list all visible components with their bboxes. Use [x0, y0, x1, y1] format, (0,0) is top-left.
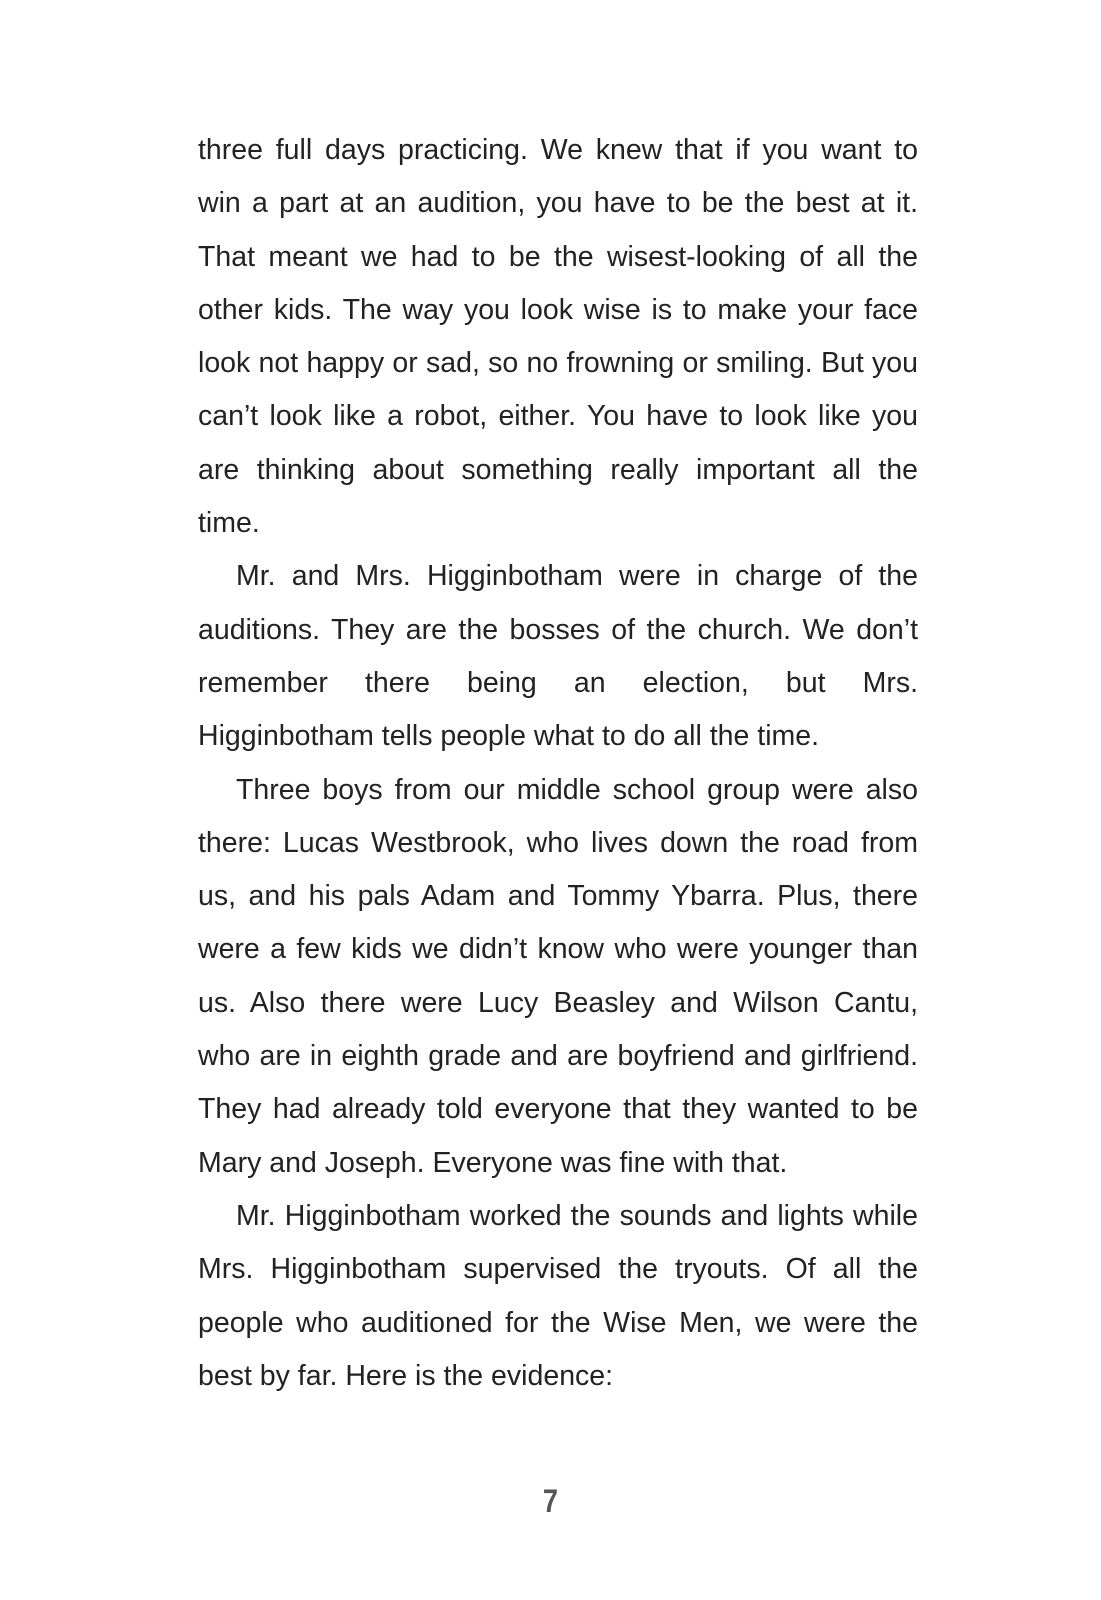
- paragraph-3: Three boys from our middle school group were also there: Lucas Westbrook, who lives down the road from us, and his pals Adam and Tommy Ybarra. Plus, there were a few kids we didn’t know who were younger than us. Also there were Lucy Beasley and Wilson Cantu, who are in eighth grade and are boyfriend and girlfriend. They had already told everyone that they wanted to be Mary and Joseph. Everyone was fine with that.: [198, 773, 918, 1179]
- page-number: 7: [542, 1483, 559, 1519]
- paragraph-1: three full days practicing. We knew that if you want to win a part at an audition, you have to be the best at it. That meant we had to be the wisest-looking of all the other kids. The way you look wise is to make your face look not happy or sad, so no frowning or smiling. But you can’t look like a robot, either. You have to look like you are thinking about something really important all the time.: [198, 134, 918, 540]
- paragraph-2: Mr. and Mrs. Higginbotham were in charge of the auditions. They are the bosses of the church. We don’t remember there being an election, but Mrs. Higginbotham tells people what to do all the time.: [198, 560, 918, 753]
- body-text: [198, 124, 918, 1403]
- paragraph-4: Mr. Higginbotham worked the sounds and lights while Mrs. Higginbotham supervised the tryouts. Of all the people who auditioned for the Wise Men, we were the best by far. Here is the evidence:: [198, 1199, 918, 1392]
